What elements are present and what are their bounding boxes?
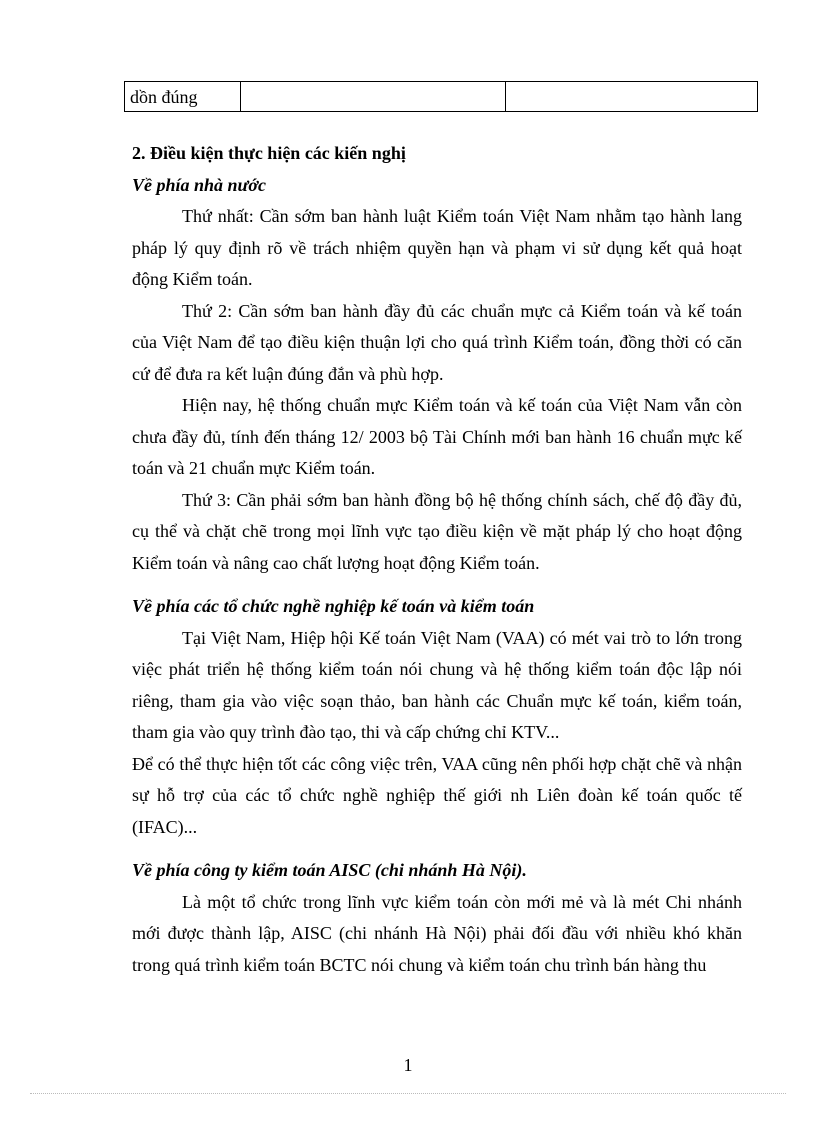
section-heading: 2. Điều kiện thực hiện các kiến nghị bbox=[132, 143, 406, 163]
subsection-heading-state: Về phía nhà nước bbox=[132, 174, 266, 195]
table-cell bbox=[506, 82, 758, 112]
document-body bbox=[132, 138, 742, 981]
spacer bbox=[132, 579, 742, 591]
spacer bbox=[132, 843, 742, 855]
table-cell bbox=[241, 82, 506, 112]
page-bottom-rule bbox=[30, 1093, 786, 1094]
subsection-heading-professional: Về phía các tổ chức nghề nghiệp kế toán và kiểm toán bbox=[132, 596, 535, 616]
continued-table bbox=[124, 81, 758, 112]
paragraph: Thứ 3: Cần phải sớm ban hành đồng bộ hệ thống chính sách, chế độ đầy đủ, cụ thể và chặt chẽ trong mọi lĩnh vực tạo điều kiện về mặt pháp lý cho hoạt động Kiểm toán và nâng cao chất lượng hoạt động Kiểm toán. bbox=[132, 489, 742, 573]
paragraph: Để có thể thực hiện tốt các công việc trên, VAA cũng nên phối hợp chặt chẽ và nhận sự hỗ trợ của các tổ chức nghề nghiệp thế giới nh Liên đoàn kế toán quốc tế (IFAC)... bbox=[132, 753, 742, 837]
subsection-heading-company: Về phía công ty kiểm toán AISC (chi nhánh Hà Nội). bbox=[132, 860, 527, 880]
table-row bbox=[125, 82, 758, 112]
paragraph: Thứ 2: Cần sớm ban hành đầy đủ các chuẩn mực cả Kiểm toán và kế toán của Việt Nam để tạo điều kiện thuận lợi cho quá trình Kiểm toán, đồng thời có căn cứ để đưa ra kết luận đúng đắn và phù hợp. bbox=[132, 300, 742, 384]
page-number: 1 bbox=[403, 1055, 413, 1075]
paragraph: Là một tổ chức trong lĩnh vực kiểm toán còn mới mẻ và là mét Chi nhánh mới được thành lập, AISC (chi nhánh Hà Nội) phải đối đầu với nhiều khó khăn trong quá trình kiểm toán BCTC nói chung và kiểm toán chu trình bán hàng thu bbox=[132, 891, 742, 975]
paragraph: Tại Việt Nam, Hiệp hội Kế toán Việt Nam (VAA) có mét vai trò to lớn trong việc phát triển hệ thống kiểm toán nói chung và hệ thống kiểm toán độc lập nói riêng, tham gia vào việc soạn thảo, ban hành các Chuẩn mực kế toán, kiểm toán, tham gia vào quy trình đào tạo, thi và cấp chứng chỉ KTV... bbox=[132, 627, 742, 742]
paragraph: Hiện nay, hệ thống chuẩn mực Kiểm toán và kế toán của Việt Nam vẫn còn chưa đầy đủ, tính đến tháng 12/ 2003 bộ Tài Chính mới ban hành 16 chuẩn mực kế toán và 21 chuẩn mực Kiểm toán. bbox=[132, 395, 742, 478]
table-cell: dồn đúng bbox=[125, 82, 241, 112]
paragraph: Thứ nhất: Cần sớm ban hành luật Kiểm toán Việt Nam nhằm tạo hành lang pháp lý quy định rõ về trách nhiệm quyền hạn và phạm vi sử dụng kết quả hoạt động Kiểm toán. bbox=[132, 206, 742, 289]
